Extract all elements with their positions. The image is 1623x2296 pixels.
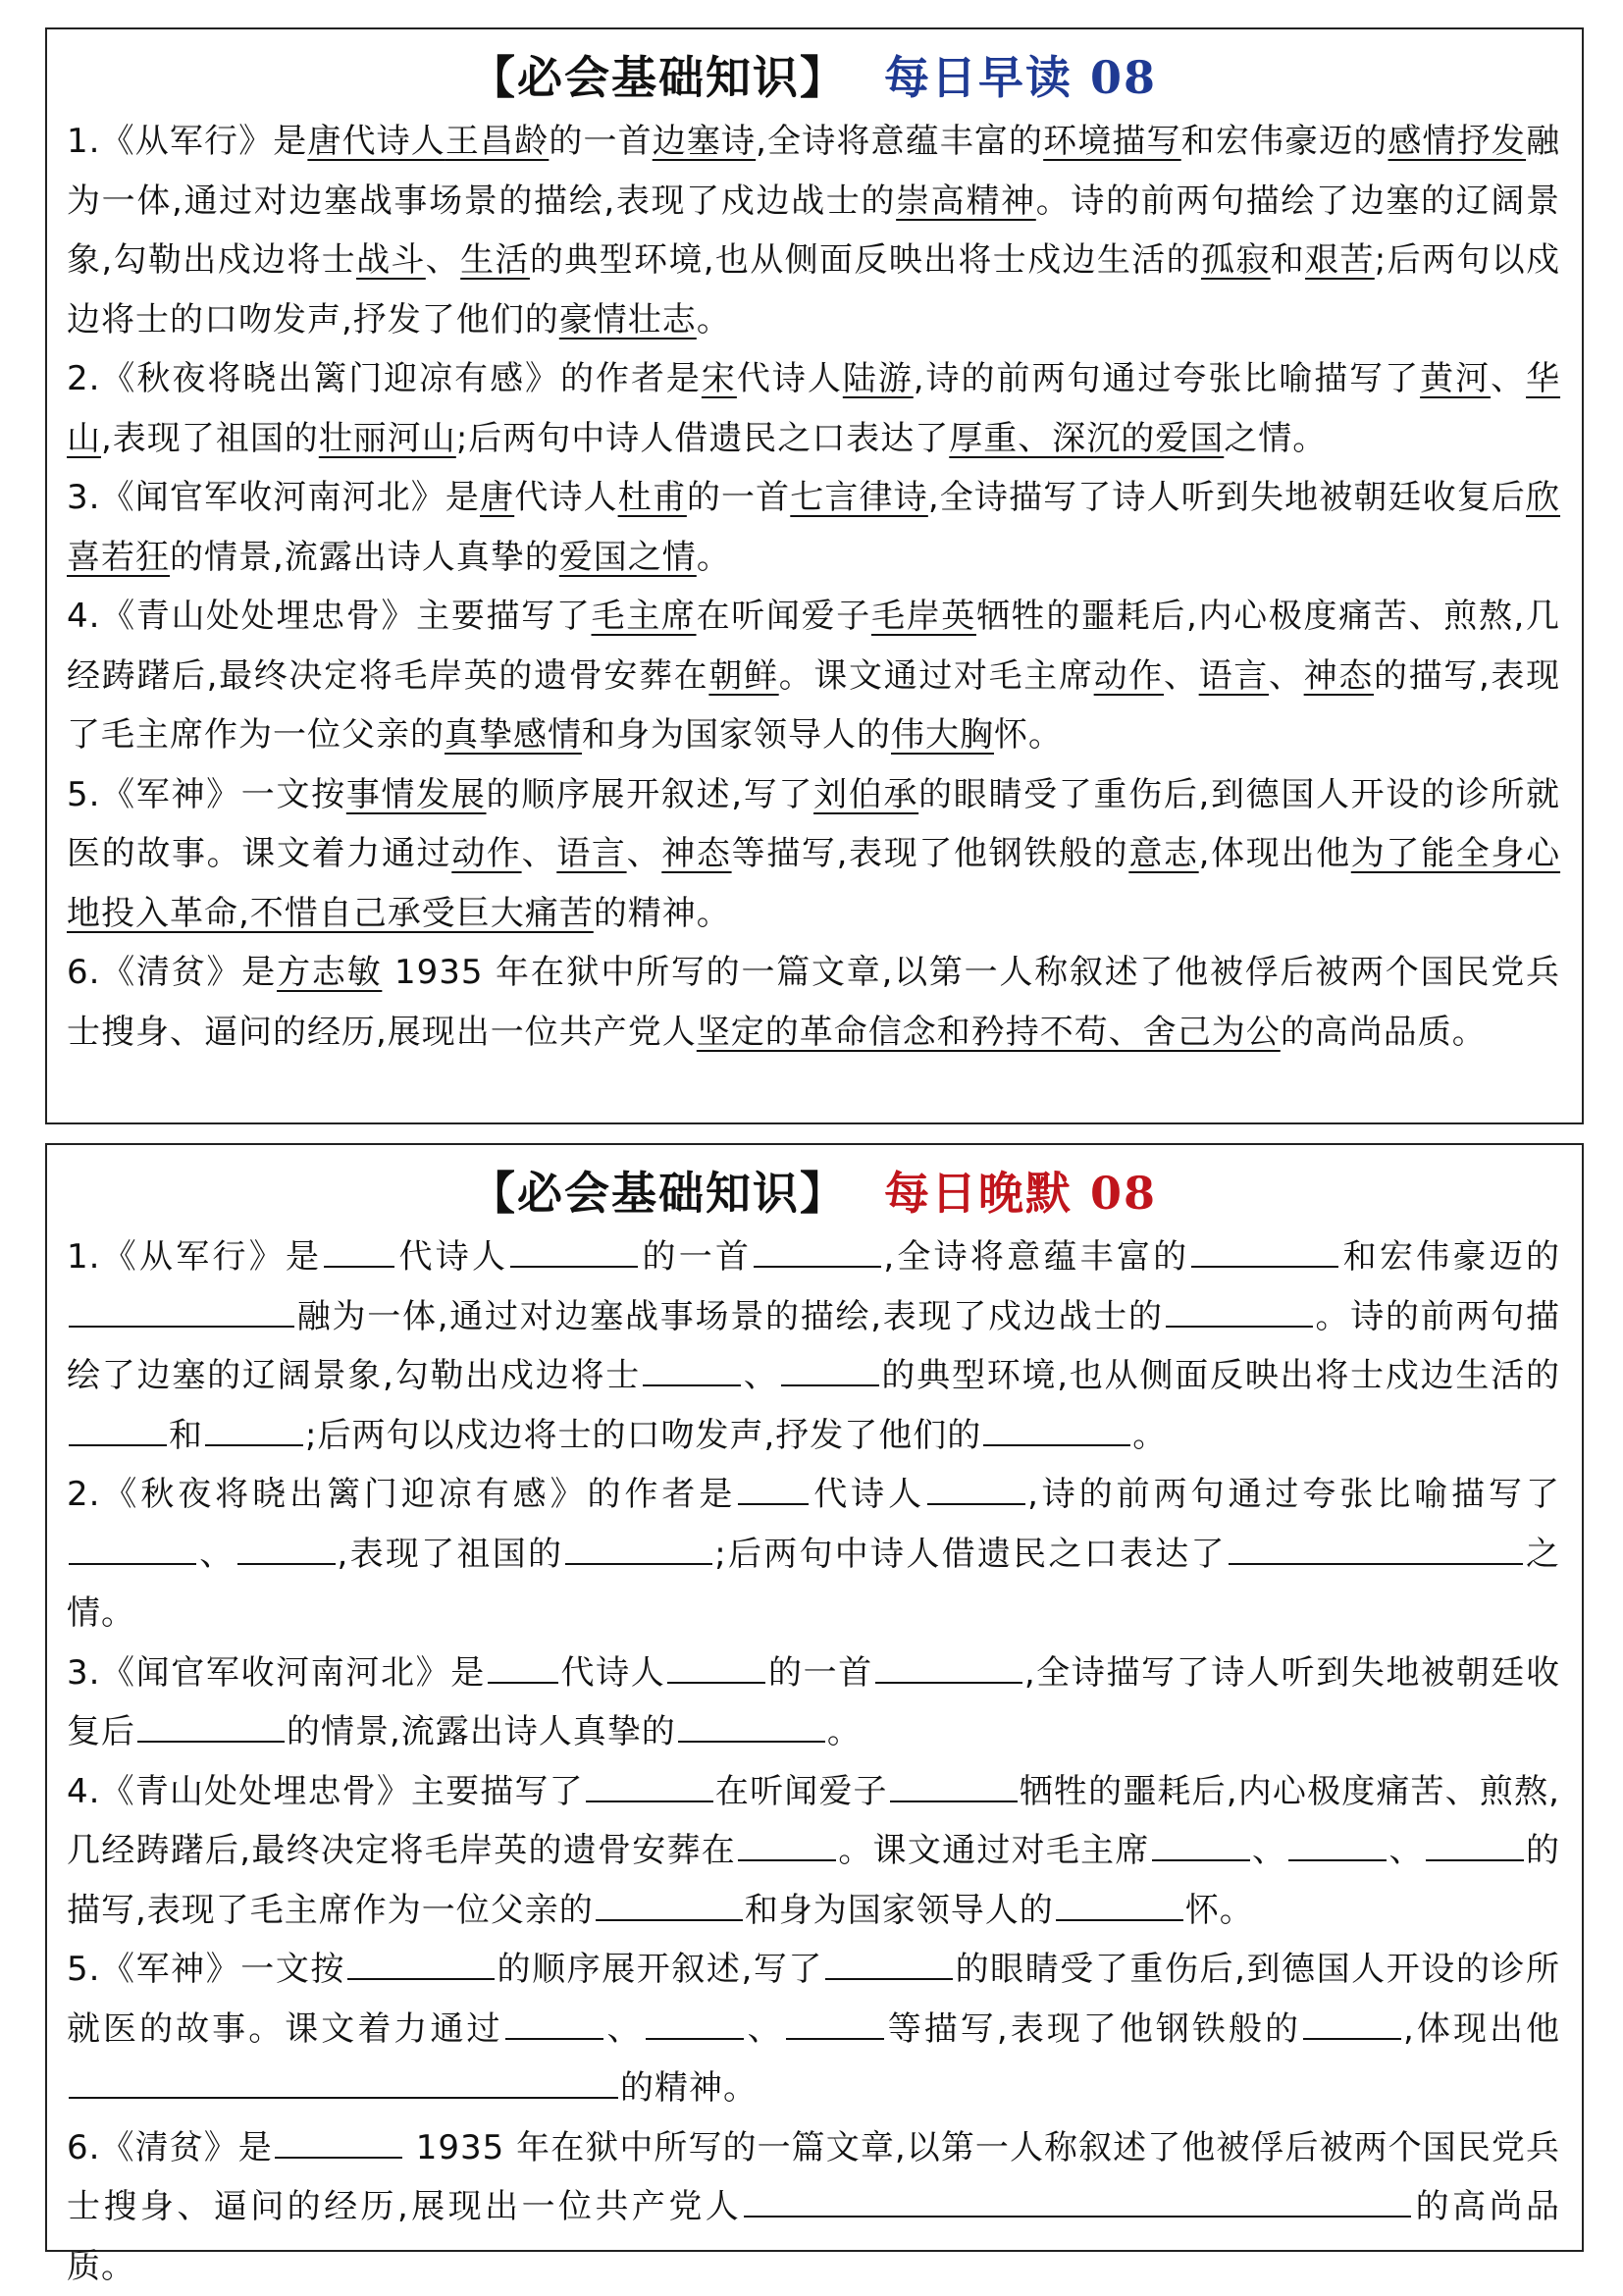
text: 2.《秋夜将晓出篱门迎凉有感》的作者是 xyxy=(67,1475,736,1514)
evening-item-5 xyxy=(67,1940,1560,2118)
fill-blank[interactable] xyxy=(754,1232,881,1268)
morning-heading xyxy=(67,43,1560,112)
fill-blank[interactable] xyxy=(586,1767,713,1802)
text: ;后两句以戍边将士的口吻发声,抒发了他们的 xyxy=(67,240,1560,339)
text: 之情。 xyxy=(1224,419,1327,458)
text: 之情。 xyxy=(67,1535,1560,1634)
text: 5.《军神》一文按 xyxy=(67,775,346,814)
key-term: 王昌龄 xyxy=(445,122,549,161)
key-term: 华山 xyxy=(67,359,1560,458)
text: 怀。 xyxy=(994,715,1063,755)
text: 牺牲的噩耗后,内心极度痛苦、煎熬,几经踌躇后,最终决定将毛岸英的遗骨安葬在 xyxy=(67,1772,1560,1871)
key-term: 环境描写 xyxy=(1043,122,1181,161)
fill-blank[interactable] xyxy=(275,2123,402,2159)
text: 3.《闻官军收河南河北》是 xyxy=(67,1653,486,1693)
text: 的一首 xyxy=(767,1653,872,1693)
fill-blank[interactable] xyxy=(205,1411,303,1446)
fill-blank[interactable] xyxy=(781,1351,879,1386)
key-term: 厚重、深沉的爱国 xyxy=(949,419,1224,458)
text: 的一首 xyxy=(687,478,790,517)
text: 的典型环境,也从侧面反映出将士戍边生活的 xyxy=(530,240,1201,280)
text: 的典型环境,也从侧面反映出将士戍边生活的 xyxy=(881,1356,1560,1395)
morning-item-6 xyxy=(67,943,1560,1062)
text: 、 xyxy=(1388,1831,1424,1870)
evening-item-6 xyxy=(67,2118,1560,2296)
text: 的一首 xyxy=(640,1237,752,1277)
evening-item-3 xyxy=(67,1644,1560,1762)
text: 和 xyxy=(169,1416,203,1455)
fill-blank[interactable] xyxy=(786,2005,884,2040)
fill-blank[interactable] xyxy=(1303,2005,1401,2040)
text: ,表现了祖国的 xyxy=(338,1535,564,1574)
evening-dictation-panel xyxy=(45,1143,1584,2252)
text: 、 xyxy=(1491,359,1526,398)
text: 、 xyxy=(426,240,460,280)
text: 。 xyxy=(1132,1416,1167,1455)
fill-blank[interactable] xyxy=(1166,1292,1313,1328)
key-term: 意志 xyxy=(1128,834,1198,873)
text: ,诗的前两句通过夸张比喻描写了 xyxy=(1027,1475,1560,1514)
evening-item-4 xyxy=(67,1762,1560,1941)
fill-blank[interactable] xyxy=(69,2063,618,2099)
text: 1935 年在狱中所写的一篇文章,以第一人称叙述了他被俘后被两个国民党兵士搜身、逼问的经历,展现出一位共产党人 xyxy=(67,953,1560,1052)
text: 、 xyxy=(746,2009,784,2049)
text: 、 xyxy=(522,834,557,873)
fill-blank[interactable] xyxy=(738,1470,809,1505)
text: 2.《秋夜将晓出篱门迎凉有感》的作者是 xyxy=(67,359,702,398)
key-term: 动作 xyxy=(1094,656,1164,696)
fill-blank[interactable] xyxy=(825,1945,953,1980)
text: 的情景,流露出诗人真挚的 xyxy=(287,1712,676,1751)
text: 代诗人 xyxy=(514,478,617,517)
text: 和宏伟豪迈的 xyxy=(1340,1237,1560,1277)
text: 等描写,表现了他钢铁般的 xyxy=(732,834,1129,873)
fill-blank[interactable] xyxy=(1056,1886,1183,1921)
morning-item-3 xyxy=(67,468,1560,587)
text: 。诗的前两句描绘了边塞的辽阔景象,勾勒出戍边将士 xyxy=(67,182,1560,281)
fill-blank[interactable] xyxy=(744,2182,1411,2218)
fill-blank[interactable] xyxy=(1288,1826,1387,1861)
evening-item-1 xyxy=(67,1227,1560,1465)
fill-blank[interactable] xyxy=(1191,1232,1338,1268)
text: 融为一体,通过对边塞战事场景的描绘,表现了戍边战士的 xyxy=(67,122,1560,221)
fill-blank[interactable] xyxy=(643,1351,741,1386)
text: 、 xyxy=(1269,656,1304,696)
fill-blank[interactable] xyxy=(488,1648,558,1684)
text: 牺牲的噩耗后,内心极度痛苦、煎熬,几经踌躇后,最终决定将毛岸英的遗骨安葬在 xyxy=(67,597,1560,696)
fill-blank[interactable] xyxy=(1229,1530,1523,1565)
fill-blank[interactable] xyxy=(565,1530,712,1565)
key-term: 孤寂 xyxy=(1201,240,1271,280)
fill-blank[interactable] xyxy=(927,1470,1025,1505)
evening-subtitle: 每日晚默 08 xyxy=(884,1167,1157,1220)
key-term: 真挚感情 xyxy=(445,715,582,755)
text: 1935 年在狱中所写的一篇文章,以第一人称叙述了他被俘后被两个国民党兵士搜身、逼问的经历,展现出一位共产党人 xyxy=(67,2128,1560,2227)
text: 、 xyxy=(1252,1831,1287,1870)
fill-blank[interactable] xyxy=(678,1707,825,1743)
text: 6.《清贫》是 xyxy=(67,953,277,992)
evening-title: 【必会基础知识】 xyxy=(470,1167,847,1220)
text: 融为一体,通过对边塞战事场景的描绘,表现了戍边战士的 xyxy=(296,1297,1164,1336)
fill-blank[interactable] xyxy=(596,1886,743,1921)
text: 的情景,流露出诗人真挚的 xyxy=(170,538,559,577)
key-term: 朝鲜 xyxy=(708,656,778,696)
key-term: 爱国之情 xyxy=(559,538,697,577)
evening-heading xyxy=(67,1159,1560,1227)
key-term: 刘伯承 xyxy=(813,775,918,814)
text: 和宏伟豪迈的 xyxy=(1181,122,1388,161)
key-term: 语言 xyxy=(556,834,626,873)
key-term: 宋 xyxy=(702,359,737,398)
key-term: 崇高精神 xyxy=(896,182,1036,221)
key-term: 神态 xyxy=(1304,656,1374,696)
text: 5.《军神》一文按 xyxy=(67,1950,345,1989)
text: 的描写,表现了毛主席作为一位父亲的 xyxy=(67,656,1560,756)
key-term: 生活 xyxy=(460,240,530,280)
fill-blank[interactable] xyxy=(1152,1826,1250,1861)
text: 的一首 xyxy=(549,122,652,161)
text: ,全诗描写了诗人听到失地被朝廷收复后 xyxy=(928,478,1526,517)
text: 。 xyxy=(697,300,731,339)
text: 。课文通过对毛主席 xyxy=(838,1831,1150,1870)
key-term: 壮丽河山 xyxy=(319,419,456,458)
text: 在听闻爱子 xyxy=(715,1772,888,1811)
key-term: 方志敏 xyxy=(277,953,382,992)
text: ,表现了祖国的 xyxy=(101,419,319,458)
fill-blank[interactable] xyxy=(347,1945,495,1980)
fill-blank[interactable] xyxy=(646,2005,744,2040)
text: 的高尚品质。 xyxy=(67,2187,1560,2286)
key-term: 毛主席 xyxy=(592,597,697,636)
text: 、 xyxy=(627,834,662,873)
key-term: 七言律诗 xyxy=(790,478,928,517)
key-term: 边塞诗 xyxy=(653,122,756,161)
text: 、 xyxy=(198,1535,236,1574)
key-term: 唐代诗人 xyxy=(307,122,445,161)
morning-subtitle: 每日早读 08 xyxy=(884,51,1157,104)
key-term: 事情发展 xyxy=(346,775,487,814)
text: 、 xyxy=(1164,656,1199,696)
evening-item-2 xyxy=(67,1465,1560,1644)
key-term: 陆游 xyxy=(843,359,914,398)
text: 和身为国家领导人的 xyxy=(582,715,891,755)
text: 和 xyxy=(1271,240,1305,280)
fill-blank[interactable] xyxy=(69,1530,196,1565)
text: ;后两句中诗人借遗民之口表达了 xyxy=(714,1535,1227,1574)
key-term: 感情抒发 xyxy=(1388,122,1527,161)
fill-blank[interactable] xyxy=(667,1648,765,1684)
text: 的眼睛受了重伤后,到德国人开设的诊所就医的故事。课文着力通过 xyxy=(67,775,1560,874)
text: 6.《清贫》是 xyxy=(67,2128,273,2167)
text: 等描写,表现了他钢铁般的 xyxy=(886,2009,1301,2049)
fill-blank[interactable] xyxy=(875,1648,1022,1684)
fill-blank[interactable] xyxy=(137,1707,285,1743)
fill-blank[interactable] xyxy=(237,1530,336,1565)
text: 。课文通过对毛主席 xyxy=(779,656,1094,696)
fill-blank[interactable] xyxy=(1426,1826,1524,1861)
text: 和身为国家领导人的 xyxy=(745,1891,1054,1930)
text: 代诗人 xyxy=(811,1475,925,1514)
text: 。诗的前两句描绘了边塞的辽阔景象,勾勒出戍边将士 xyxy=(67,1297,1560,1396)
text: ,全诗将意蕴丰富的 xyxy=(883,1237,1189,1277)
text: 代诗人 xyxy=(396,1237,508,1277)
text: ,体现出他 xyxy=(1199,834,1351,873)
text: 的眼睛受了重伤后,到德国人开设的诊所就医的故事。课文着力通过 xyxy=(67,1950,1560,2049)
key-term: 唐 xyxy=(480,478,514,517)
key-term: 杜甫 xyxy=(618,478,687,517)
key-term: 黄河 xyxy=(1420,359,1491,398)
text: ;后两句中诗人借遗民之口表达了 xyxy=(456,419,949,458)
text: 4.《青山处处埋忠骨》主要描写了 xyxy=(67,597,592,636)
text: ,体现出他 xyxy=(1403,2009,1560,2049)
text: 的顺序展开叙述,写了 xyxy=(487,775,814,814)
text: ,全诗将意蕴丰富的 xyxy=(756,122,1043,161)
text: 的描写,表现了毛主席作为一位父亲的 xyxy=(67,1831,1560,1930)
fill-blank[interactable] xyxy=(983,1411,1130,1446)
morning-item-1 xyxy=(67,112,1560,349)
morning-item-5 xyxy=(67,765,1560,944)
fill-blank[interactable] xyxy=(890,1767,1018,1802)
text: ;后两句以戍边将士的口吻发声,抒发了他们的 xyxy=(305,1416,981,1455)
key-term: 神态 xyxy=(661,834,731,873)
fill-blank[interactable] xyxy=(505,2005,603,2040)
text: 在听闻爱子 xyxy=(697,597,871,636)
text: 。 xyxy=(697,538,731,577)
text: 。 xyxy=(827,1712,862,1751)
key-term: 欣喜若狂 xyxy=(67,478,1560,577)
text: 1.《从军行》是 xyxy=(67,122,307,161)
morning-item-4 xyxy=(67,587,1560,765)
text: 怀。 xyxy=(1185,1891,1254,1930)
morning-title: 【必会基础知识】 xyxy=(470,51,847,104)
key-term: 坚定的革命信念和矜持不苟、舍己为公 xyxy=(697,1013,1281,1052)
text: 4.《青山处处埋忠骨》主要描写了 xyxy=(67,1772,584,1811)
text: ,诗的前两句通过夸张比喻描写了 xyxy=(914,359,1420,398)
fill-blank[interactable] xyxy=(69,1292,294,1328)
text: 的顺序展开叙述,写了 xyxy=(497,1950,823,1989)
text: 的高尚品质。 xyxy=(1281,1013,1487,1052)
key-term: 艰苦 xyxy=(1305,240,1375,280)
text: 代诗人 xyxy=(737,359,843,398)
morning-reading-panel xyxy=(45,27,1584,1124)
text: 、 xyxy=(743,1356,779,1395)
key-term: 为了能全身心地投入革命,不惜自己承受巨大痛苦 xyxy=(67,834,1560,933)
key-term: 伟大胸 xyxy=(891,715,994,755)
morning-item-2 xyxy=(67,349,1560,468)
text: 的精神。 xyxy=(594,894,731,933)
text: 1.《从军行》是 xyxy=(67,1237,322,1277)
text: ,全诗描写了诗人听到失地被朝廷收复后 xyxy=(67,1653,1560,1752)
key-term: 豪情壮志 xyxy=(559,300,697,339)
key-term: 战斗 xyxy=(356,240,426,280)
text: 代诗人 xyxy=(560,1653,665,1693)
fill-blank[interactable] xyxy=(510,1232,638,1268)
key-term: 毛岸英 xyxy=(871,597,976,636)
fill-blank[interactable] xyxy=(738,1826,836,1861)
fill-blank[interactable] xyxy=(324,1232,394,1268)
text: 的精神。 xyxy=(620,2068,758,2108)
text: 3.《闻官军收河南河北》是 xyxy=(67,478,480,517)
text: 、 xyxy=(605,2009,644,2049)
key-term: 动作 xyxy=(451,834,521,873)
key-term: 语言 xyxy=(1199,656,1269,696)
fill-blank[interactable] xyxy=(69,1411,167,1446)
